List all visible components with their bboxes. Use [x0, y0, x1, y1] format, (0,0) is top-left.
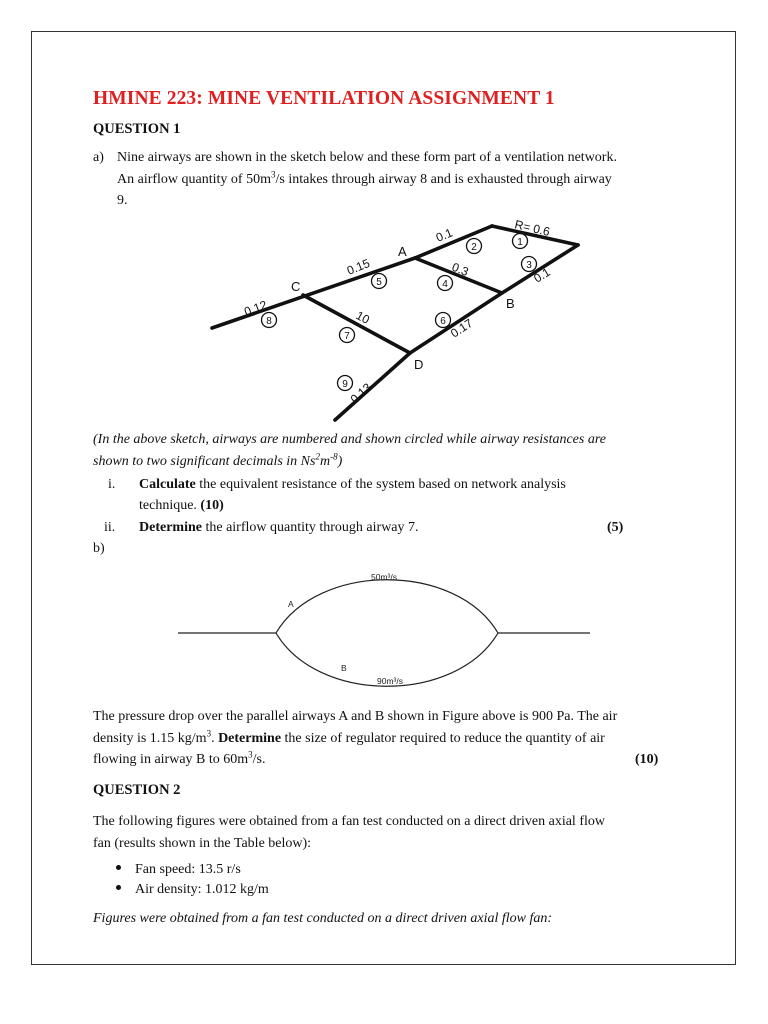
airway-7-number: 7 [344, 331, 350, 342]
airway-a-label: A [288, 599, 294, 609]
airway-1-number: 1 [517, 237, 523, 248]
airway-2-number: 2 [471, 242, 477, 253]
airway-6-number: 6 [440, 316, 446, 327]
airway-9-resistance: 0.13 [347, 380, 375, 407]
parallel-airways-diagram [170, 560, 600, 692]
diagram-note: (In the above sketch, airways are numbered and shown circled while airway resistances are shown to two significant decimals in $Ns^2m^{-8}$) [93, 432, 606, 469]
q1a-ii-text: Determine the airflow quantity through airway 7. [139, 520, 419, 535]
q1a-i-number: i. [108, 477, 116, 492]
airway-2-resistance: 0.1 [433, 225, 455, 245]
question-1-heading: QUESTION 1 [93, 121, 181, 137]
airway-7-line [303, 295, 410, 353]
airway-8-number: 8 [266, 316, 272, 327]
airway-a-quantity: 50m³/s [371, 572, 397, 582]
airway-3-resistance: 0.1 [531, 264, 553, 286]
q1a-ii-marks: (5) [607, 520, 624, 535]
q1b-text-3: flowing in airway B to $60m^3/s$. [93, 749, 266, 767]
q1a-label: a) [93, 150, 104, 165]
q1b-label: b) [93, 541, 105, 556]
q1a-ii-number: ii. [104, 520, 116, 535]
q1a-line-2: An airflow quantity of $50m^3/s$ intakes through airway 8 and is exhausted through airway [117, 168, 612, 187]
q2-caption: Figures were obtained from a fan test conducted on a direct driven axial flow fan: [93, 911, 553, 926]
airway-b-label: B [341, 663, 347, 673]
q1a-i-text: Calculate the equivalent resistance of the system based on network analysis [139, 477, 566, 492]
airway-8-5-line [212, 258, 415, 328]
q1a-line-3: 9. [117, 193, 128, 208]
airway-8-resistance: 0.12 [242, 297, 269, 319]
page-title: HMINE 223: MINE VENTILATION ASSIGNMENT 1 [93, 88, 555, 109]
node-a-label: A [398, 244, 407, 259]
node-b-label: B [506, 296, 515, 311]
airway-6-resistance: 0.17 [448, 316, 476, 341]
node-c-label: C [291, 279, 301, 294]
airway-5-number: 5 [376, 277, 382, 288]
airway-4-resistance: 0.3 [449, 259, 471, 280]
airway-4-number: 4 [442, 279, 448, 290]
airway-3-number: 3 [526, 260, 532, 271]
q1a-i-text-2: technique. (10) [139, 498, 224, 513]
q2-intro: The following figures were obtained from a fan test conducted on a direct driven axial flow fan (results shown in the Table below): [93, 814, 605, 851]
airway-1-resistance: R= 0.6 [513, 217, 552, 239]
airway-7-resistance: 10 [353, 308, 372, 327]
q1a-text [117, 147, 675, 212]
q1b-marks: (10) [635, 752, 659, 767]
bullet-fan-speed: Fan speed: 13.5 r/s [116, 859, 241, 881]
node-d-label: D [414, 357, 424, 372]
q1a-line-1: Nine airways are shown in the sketch below and these form part of a ventilation network. [117, 150, 617, 165]
q1b-text: The pressure drop over the parallel airways A and B shown in Figure above is 900 Pa. The air density is 1.15 $kg/m^3$. Determine the size of regulator required to reduce the quantity of air [93, 709, 618, 746]
airway-b-quantity: 90m³/s [377, 676, 403, 686]
question-2-heading: QUESTION 2 [93, 782, 181, 798]
airway-9-number: 9 [342, 379, 348, 390]
bullet-air-density: Air density: 1.012 kg/m [116, 879, 269, 901]
ventilation-network-diagram [205, 212, 590, 430]
airway-5-resistance: 0.15 [344, 256, 372, 278]
